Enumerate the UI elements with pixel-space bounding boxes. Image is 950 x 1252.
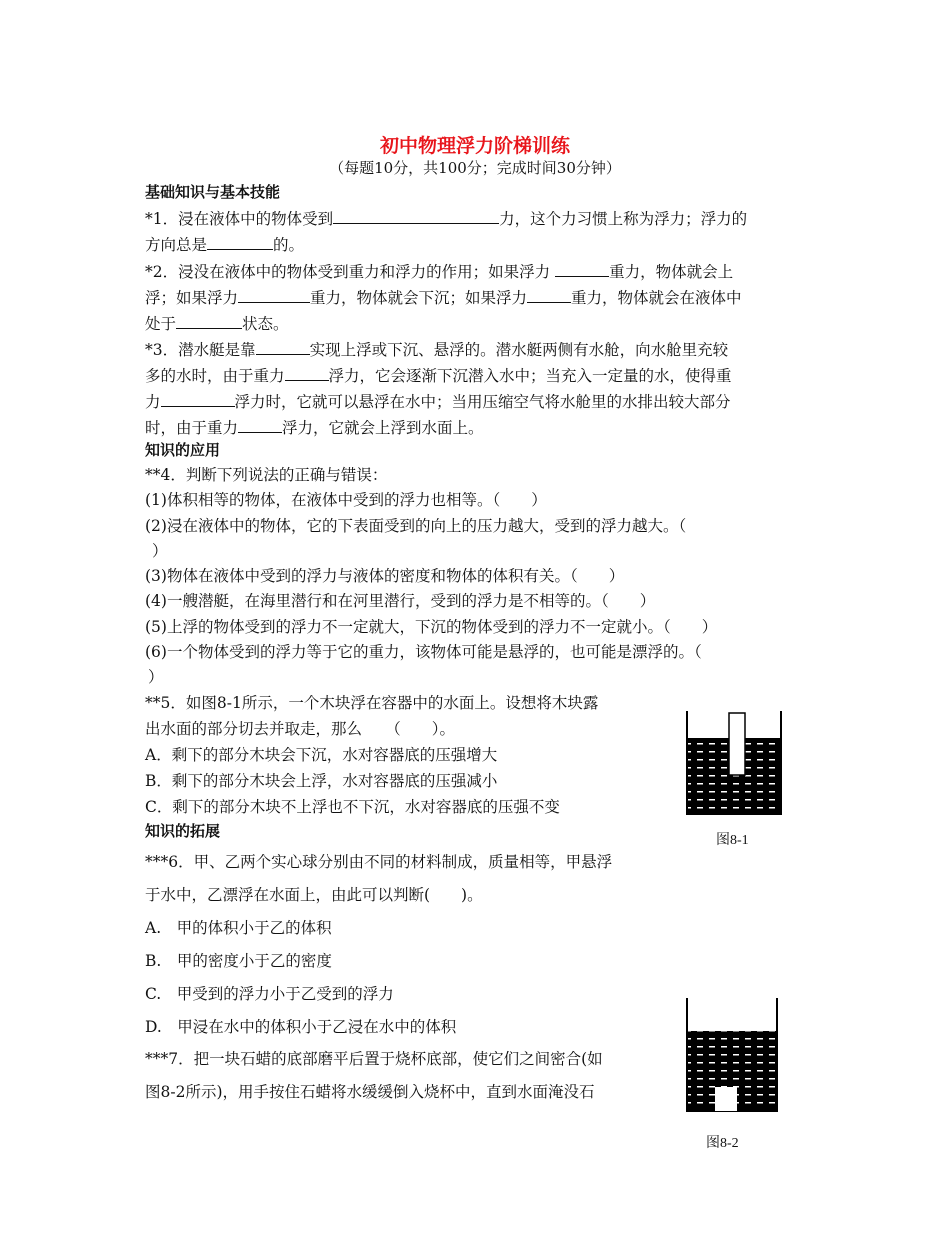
q5-option-a: A．剩下的部分木块会下沉，水对容器底的压强增大 <box>145 746 498 764</box>
q2-line2: 浮；如果浮力 重力，物体就会下沉；如果浮力 重力，物体就会在液体中 <box>145 289 742 307</box>
figure-8-1-container-with-floating-block <box>683 708 785 820</box>
q6-stem-line2: 于水中，乙漂浮在水面上，由此可以判断( )。 <box>145 886 483 904</box>
q5-option-c: C．剩下的部分木块不上浮也不下沉，水对容器底的压强不变 <box>145 798 560 816</box>
q6-stem-line1: ***6．甲、乙两个实心球分别由不同的材料制成，质量相等，甲悬浮 <box>145 853 613 871</box>
answer-blank[interactable] <box>161 391 235 407</box>
figure-8-2-beaker-with-wax-block <box>683 995 785 1117</box>
answer-blank[interactable] <box>207 234 273 250</box>
q4-item: (4)一艘潜艇，在海里潜行和在河里潜行，受到的浮力是不相等的。（ ） <box>145 592 656 610</box>
q3-line1: *3．潜水艇是靠 实现上浮或下沉、悬浮的。潜水艇两侧有水舱，向水舱里充较 <box>145 341 729 359</box>
q4-item: (1)体积相等的物体，在液体中受到的浮力也相等。（ ） <box>145 491 547 509</box>
q7-stem-line2: 图8-2所示)，用手按住石蜡将水缓缓倒入烧杯中，直到水面淹没石 <box>145 1083 595 1101</box>
q6-option-a: A. 甲的体积小于乙的体积 <box>145 919 332 937</box>
page-subtitle: （每题10分，共100分；完成时间30分钟） <box>329 159 621 177</box>
q7-stem-line1: ***7．把一块石蜡的底部磨平后置于烧杯底部，使它们之间密合(如 <box>145 1050 603 1068</box>
q1-line1: *1．浸在液体中的物体受到 力，这个力习惯上称为浮力；浮力的 <box>145 210 748 228</box>
q4-item: (2)浸在液体中的物体，它的下表面受到的向上的压力越大，受到的浮力越大。（ <box>145 517 687 535</box>
section-heading-extension: 知识的拓展 <box>145 822 221 840</box>
answer-blank[interactable] <box>176 313 242 329</box>
answer-blank[interactable] <box>256 339 310 355</box>
q4-item: (5)上浮的物体受到的浮力不一定就大，下沉的物体受到的浮力不一定就小。（ ） <box>145 618 718 636</box>
answer-blank[interactable] <box>238 287 310 303</box>
q5-stem-line2: 出水面的部分切去并取走，那么 （ ）。 <box>145 720 456 738</box>
q2-line3: 处于 状态。 <box>145 315 289 333</box>
answer-blank[interactable] <box>555 261 609 277</box>
q1-line2: 方向总是 的。 <box>145 236 305 254</box>
q4-item-close: ） <box>152 542 168 560</box>
section-heading-basic: 基础知识与基本技能 <box>145 183 281 201</box>
q3-line2: 多的水时，由于重力 浮力，它会逐渐下沉潜入水中；当充入一定量的水，使得重 <box>145 367 732 385</box>
q6-option-d: D. 甲浸在水中的体积小于乙浸在水中的体积 <box>145 1018 457 1036</box>
q3-line4: 时，由于重力 浮力，它就会上浮到水面上。 <box>145 419 484 437</box>
q5-option-b: B．剩下的部分木块会上浮，水对容器底的压强减小 <box>145 772 498 790</box>
q4-item: (3)物体在液体中受到的浮力与液体的密度和物体的体积有关。（ ） <box>145 567 625 585</box>
q3-line3: 力 浮力时，它就可以悬浮在水中；当用压缩空气将水舱里的水排出较大部分 <box>145 393 731 411</box>
answer-blank[interactable] <box>527 287 571 303</box>
section-heading-application: 知识的应用 <box>145 441 221 459</box>
answer-blank[interactable] <box>285 365 329 381</box>
q2-line1: *2．浸没在液体中的物体受到重力和浮力的作用；如果浮力 重力，物体就会上 <box>145 263 734 281</box>
q5-stem-line1: **5．如图8-1所示，一个木块浮在容器中的水面上。设想将木块露 <box>145 694 599 712</box>
q4-item-close: ） <box>148 668 164 686</box>
answer-blank[interactable] <box>333 208 499 224</box>
q6-option-c: C. 甲受到的浮力小于乙受到的浮力 <box>145 985 394 1003</box>
q4-item: (6)一个物体受到的浮力等于它的重力，该物体可能是悬浮的，也可能是漂浮的。（ <box>145 643 702 661</box>
q6-option-b: B. 甲的密度小于乙的密度 <box>145 952 332 970</box>
q4-stem: **4．判断下列说法的正确与错误： <box>145 466 388 484</box>
figure-8-1-caption: 图8-1 <box>716 833 749 848</box>
answer-blank[interactable] <box>238 417 282 433</box>
page-title: 初中物理浮力阶梯训练 <box>379 135 570 157</box>
figure-8-2-caption: 图8-2 <box>706 1136 739 1151</box>
